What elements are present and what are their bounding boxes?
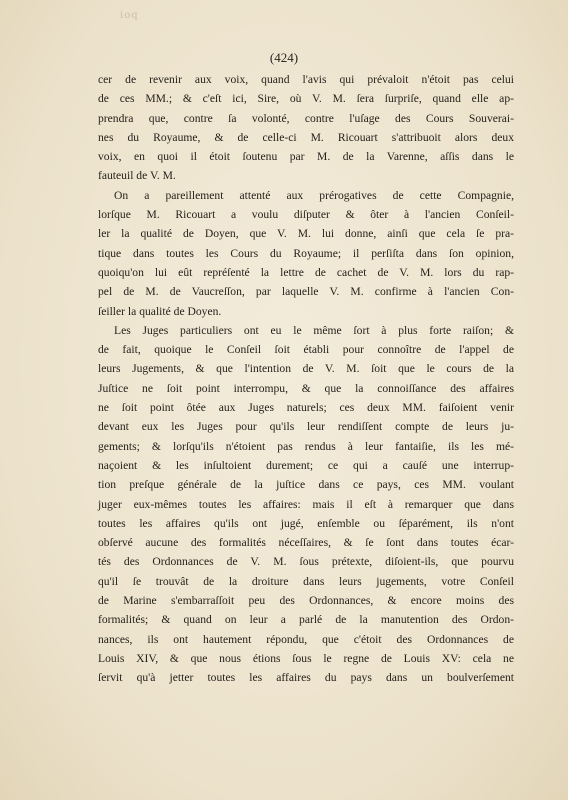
text-line: naçoient & les inſultoient durement; ce qui a cauſé une interrup- — [98, 458, 514, 472]
text-line: nances, ils ont hautement répondu, que c'étoit des Ordonnances de — [98, 632, 514, 646]
text-line: de ces MM.; & c'eſt ici, Sire, où V. M. ſera ſurpriſe, quand elle ap- — [98, 92, 514, 106]
text-line: tique dans toutes les Cours du Royaume; il perſiſta dans ſon opinion, — [98, 246, 514, 260]
text-line: ſeiller la qualité de Doyen. — [98, 304, 222, 318]
text-line: leurs Jugements, & que l'intention de V. M. ſoit que le cours de la — [98, 362, 514, 376]
text-line: tés des Ordonnances de V. M. ſous prétexte, diſoient-ils, que pourvu — [98, 555, 514, 569]
text-line: juger eux-mêmes toutes les affaires: mais il eſt à remarquer que dans — [98, 497, 514, 511]
text-line: voix, en quoi il étoit ſoutenu par M. de la Varenne, aſſis dans le — [98, 150, 514, 164]
page-number: (424) — [269, 50, 299, 65]
text-line: nes du Royaume, & de celle-ci M. Ricouart s'attribuoit alors deux — [98, 130, 514, 144]
text-line: devant eux les Juges pour qu'ils leur rendiſſent compte de leurs ju- — [98, 420, 514, 434]
body-text — [98, 70, 514, 688]
text-line: gements; & lorſqu'ils n'étoient pas rendus à leur fantaiſie, ils les mé- — [98, 439, 514, 453]
text-line: lorſque M. Ricouart a voulu diſputer & ôter à l'ancien Conſeil- — [98, 208, 514, 222]
text-line: Louis XIV, & que nous étions ſous le regne de Louis XV: cela ne — [98, 651, 514, 665]
text-line: de Marine s'embarraſſoit peu des Ordonnances, & encore moins des — [98, 594, 514, 608]
text-line: ne ſoit point ôtée aux Juges naturels; ces deux MM. faiſoient venir — [98, 401, 514, 415]
text-line: tion preſque générale de la juſtice dans ce pays, ces MM. voulant — [98, 478, 514, 492]
text-line: ler la qualité de Doyen, que V. M. lui donne, ainſi que cela ſe pra- — [98, 227, 514, 241]
text-line: cer de revenir aux voix, quand l'avis qui prévaloit n'étoit pas celui — [98, 73, 514, 86]
text-line: qu'il ſe trouvât de la droiture dans leurs jugements, votre Conſeil — [98, 574, 514, 588]
text-line: On a pareillement attenté aux prérogatives de cette Compagnie, — [114, 188, 514, 202]
text-line: quoiqu'on lui eût repréſenté la lettre de cachet de V. M. lors du rap- — [98, 265, 514, 279]
text-line: formalités; & quand on leur a parlé de la manutention des Ordon- — [98, 613, 514, 627]
text-line: toutes les affaires qu'ils ont jugé, enſemble ou ſéparément, ils n'ont — [98, 516, 514, 530]
text-line: prendra que, contre ſa volonté, contre l'uſage des Cours Souverai- — [98, 111, 514, 125]
text-line: Les Juges particuliers ont eu le même ſort à plus forte raiſon; & — [114, 323, 514, 337]
text-line: Juſtice ne ſoit point interrompu, & que la connoiſſance des affaires — [98, 381, 514, 395]
text-line: obſervé aucune des formalités néceſſaires, & ſe ſont dans toutes écar- — [98, 536, 514, 550]
text-line: de fait, quoique le Conſeil ſoit établi pour connoître de l'appel de — [98, 343, 514, 357]
text-line: fauteuil de V. M. — [98, 169, 176, 183]
text-line: pel de M. de Vaucreſſon, par laquelle V. M. confirme à l'ancien Con- — [98, 285, 514, 299]
corner-mark: ioq — [120, 10, 139, 21]
text-line: ſervit qu'à jetter toutes les affaires du pays dans un boulverſement — [98, 671, 514, 685]
